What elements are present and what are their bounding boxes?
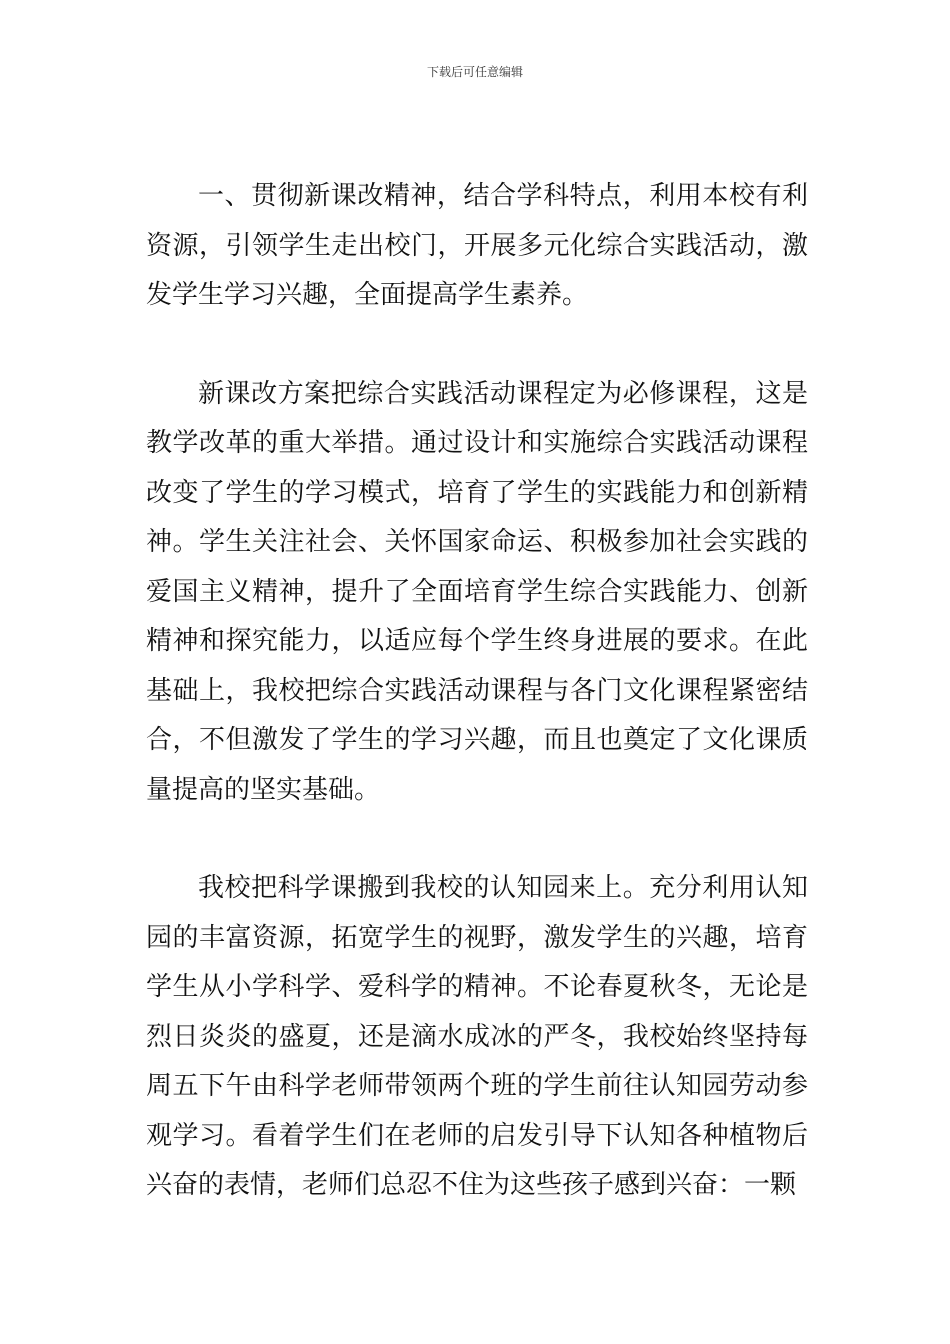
paragraph-3: 我校把科学课搬到我校的认知园来上。充分利用认知园的丰富资源，拓宽学生的视野，激发学生的兴趣，培育学生从小学科学、爱科学的精神。不论春夏秋冬，无论是烈日炎炎的盛夏，还是滴水成冰的严冬，我校始终坚持每周五下午由科学老师带领两个班的学生前往认知园劳动参观学习。看着学生们在老师的启发引导下认知各种植物后兴奋的表情，老师们总忍不住为这些孩子感到兴奋：一颗 bbox=[146, 873, 808, 1200]
page-header: 下载后可任意编辑 bbox=[426, 65, 523, 79]
paragraph-gap bbox=[146, 321, 808, 370]
document-body bbox=[146, 172, 808, 1211]
paragraph-2: 新课改方案把综合实践活动课程定为必修课程，这是教学改革的重大举措。通过设计和实施综合实践活动课程改变了学生的学习模式，培育了学生的实践能力和创新精神。学生关注社会、关怀国家命运、积极参加社会实践的爱国主义精神，提升了全面培育学生综合实践能力、创新精神和探究能力，以适应每个学生终身进展的要求。在此基础上，我校把综合实践活动课程与各门文化课程紧密结合，不但激发了学生的学习兴趣，而且也奠定了文化课质量提高的坚实基础。 bbox=[146, 378, 808, 805]
paragraph-gap bbox=[146, 815, 808, 864]
paragraph-1: 一、贯彻新课改精神，结合学科特点，利用本校有利资源，引领学生走出校门，开展多元化综合实践活动，激发学生学习兴趣，全面提高学生素养。 bbox=[146, 181, 808, 310]
